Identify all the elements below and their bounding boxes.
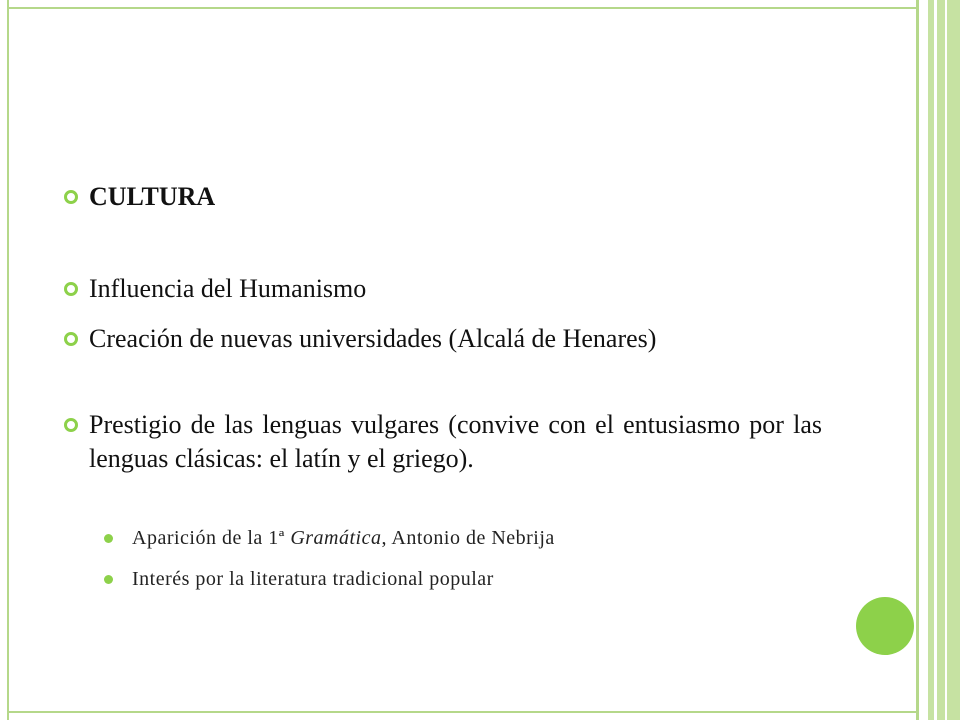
ring-bullet-icon: [64, 332, 78, 346]
frame-top-line: [7, 7, 919, 9]
sub-bullet-text: [132, 525, 852, 551]
accent-circle: [856, 597, 914, 655]
ring-bullet-icon: [64, 282, 78, 296]
dot-bullet-icon: [104, 575, 113, 584]
bullet-text: CULTURA: [89, 182, 216, 211]
bullet-text: Influencia del Humanismo: [89, 274, 367, 303]
sub-bullet-suffix: , Antonio de Nebrija: [381, 527, 555, 549]
dot-bullet-icon: [104, 534, 113, 543]
bullet-text: Creación de nuevas universidades (Alcalá de Henares): [89, 324, 657, 353]
bullet-text: Prestigio de las lenguas vulgares (convive con el entusiasmo por las lenguas clásicas: el latín y el griego).: [89, 410, 822, 473]
sub-bullet-text: Interés por la literatura tradicional popular: [132, 568, 494, 590]
frame-bottom-line: [7, 711, 919, 713]
frame-left-line: [7, 0, 9, 720]
ring-bullet-icon: [64, 418, 78, 432]
sub-bullet-italic-title: Gramática: [290, 527, 382, 549]
ring-bullet-icon: [64, 190, 78, 204]
right-decorative-band: [916, 0, 960, 720]
sub-bullet-prefix: Aparición de la 1ª: [132, 527, 291, 549]
